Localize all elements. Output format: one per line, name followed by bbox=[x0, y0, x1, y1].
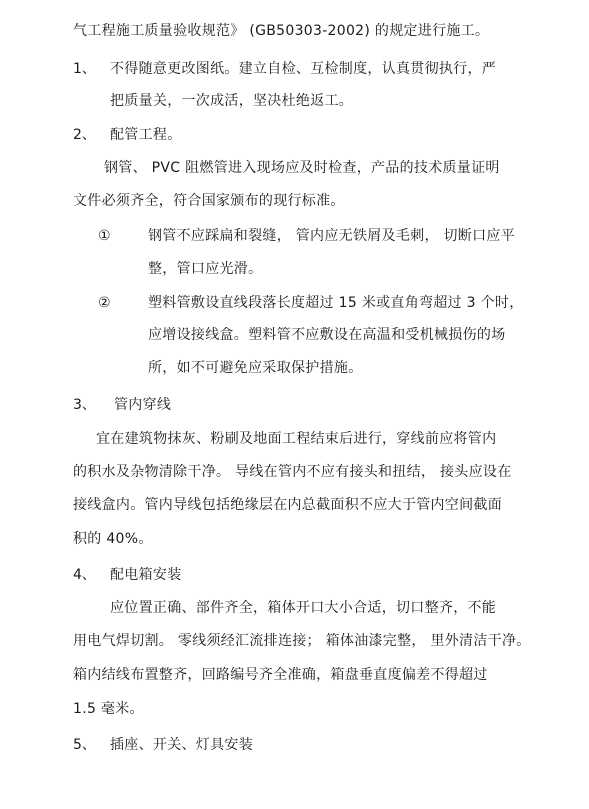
item-2-para-line-1: 钢管、 PVC 阻燃管进入现场应及时检查，产品的技术质量证明 bbox=[104, 160, 500, 176]
item-4-line-4: 1.5 毫米。 bbox=[73, 701, 144, 717]
item-2-sub-1-line-2: 整，管口应光滑。 bbox=[148, 261, 263, 277]
item-2-sub-2-marker: ② bbox=[98, 295, 111, 311]
item-4-number: 4、 bbox=[73, 567, 96, 583]
item-4-line-2: 用电气焊切割。 零线须经汇流排连接； 箱体油漆完整， 里外清洁干净。 bbox=[73, 633, 531, 649]
item-5-number: 5、 bbox=[73, 737, 96, 753]
item-2-heading: 配管工程。 bbox=[110, 127, 182, 143]
intro-line: 气工程施工质量验收规范》 (GB50303-2002) 的规定进行施工。 bbox=[73, 23, 490, 39]
item-3-line-4: 积的 40%。 bbox=[73, 531, 153, 547]
item-3-line-2: 的积水及杂物清除干净。 导线在管内不应有接头和扭结， 接头应设在 bbox=[73, 464, 512, 480]
item-3-number: 3、 bbox=[73, 397, 96, 413]
item-4-heading: 配电箱安装 bbox=[110, 567, 182, 583]
item-4-line-1: 应位置正确、部件齐全，箱体开口大小合适，切口整齐，不能 bbox=[110, 600, 497, 616]
item-1-line-1: 不得随意更改图纸。建立自检、互检制度，认真贯彻执行，严 bbox=[110, 61, 497, 77]
item-2-para-line-2: 文件必须齐全，符合国家颁布的现行标准。 bbox=[73, 193, 345, 209]
item-1-number: 1、 bbox=[73, 61, 96, 77]
item-3-line-3: 接线盒内。管内导线包括绝缘层在内总截面积不应大于管内空间截面 bbox=[73, 497, 502, 513]
item-1-line-2: 把质量关，一次成活，坚决杜绝返工。 bbox=[110, 93, 354, 109]
item-2-sub-1-marker: ① bbox=[98, 228, 111, 244]
item-2-sub-2-line-1: 塑料管敷设直线段落长度超过 15 米或直角弯超过 3 个时， bbox=[148, 295, 524, 311]
item-3-heading: 管内穿线 bbox=[114, 397, 172, 413]
item-2-sub-1-line-1: 钢管不应踩扁和裂缝， 管内应无铁屑及毛刺， 切断口应平 bbox=[148, 228, 515, 244]
item-2-number: 2、 bbox=[73, 127, 96, 143]
item-2-sub-2-line-2: 应增设接线盒。塑料管不应敷设在高温和受机械损伤的场 bbox=[148, 327, 506, 343]
item-2-sub-2-line-3: 所，如不可避免应采取保护措施。 bbox=[148, 360, 363, 376]
item-5-heading: 插座、开关、灯具安装 bbox=[110, 737, 253, 753]
item-3-line-1: 宜在建筑物抹灰、粉刷及地面工程结束后进行，穿线前应将管内 bbox=[96, 431, 497, 447]
item-4-line-3: 箱内结线布置整齐，回路编号齐全准确，箱盘垂直度偏差不得超过 bbox=[73, 667, 488, 683]
